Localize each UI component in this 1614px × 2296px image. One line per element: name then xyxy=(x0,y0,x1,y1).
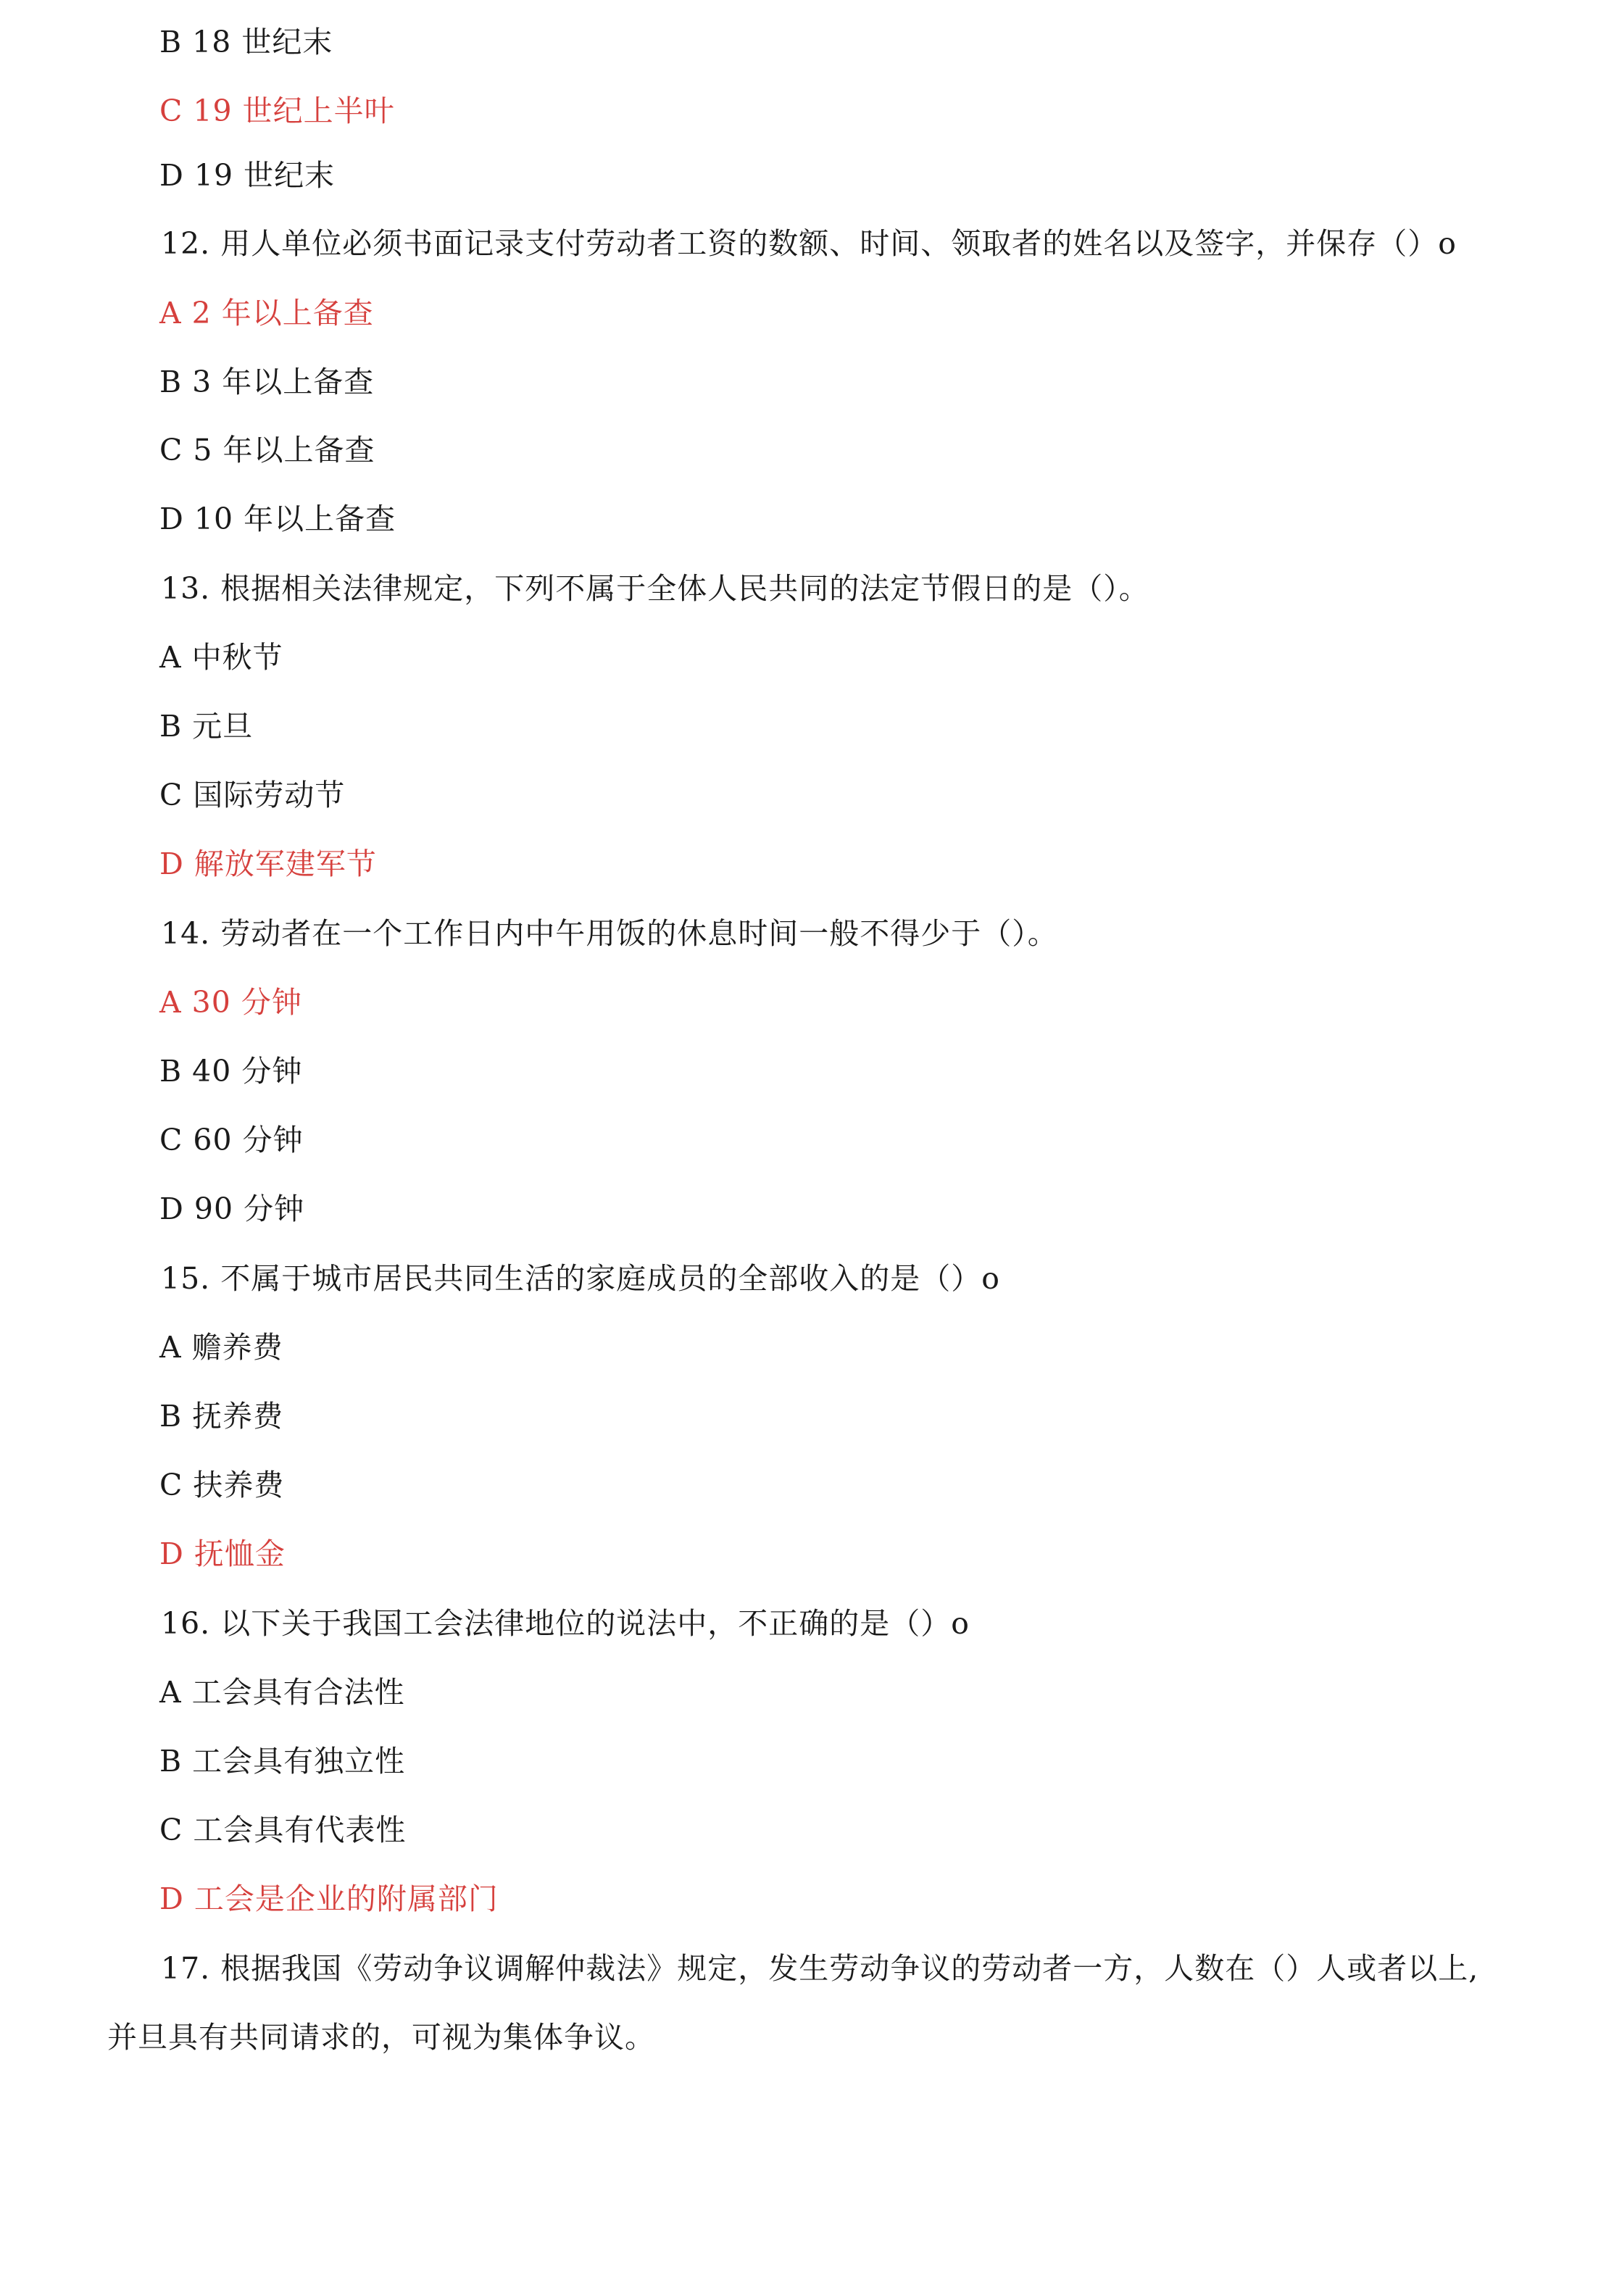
option-16b: B 工会具有独立性 xyxy=(159,1744,406,1779)
option-12d: D 10 年以上备查 xyxy=(159,502,396,536)
option-14c: C 60 分钟 xyxy=(159,1123,304,1157)
option-15b: B 抚养费 xyxy=(159,1399,284,1434)
option-15a: A 赡养费 xyxy=(159,1330,283,1365)
option-13d-answer: D 解放军建军节 xyxy=(159,847,377,881)
option-11b: B 18 世纪末 xyxy=(159,25,333,59)
question-12: 12. 用人单位必须书面记录支付劳动者工资的数额、时间、领取者的姓名以及签字，并保存（）o xyxy=(161,226,1457,261)
option-11d: D 19 世纪末 xyxy=(159,158,336,193)
option-14a-answer: A 30 分钟 xyxy=(159,985,302,1020)
option-16a: A 工会具有合法性 xyxy=(159,1675,405,1710)
question-15: 15. 不属于城市居民共同生活的家庭成员的全部收入的是（）o xyxy=(161,1261,1000,1296)
question-17: 17. 根据我国《劳动争议调解仲裁法》规定，发生劳动争议的劳动者一方，人数在（）人或者以上, xyxy=(161,1951,1479,1986)
option-15d-answer: D 抚恤金 xyxy=(159,1536,286,1571)
option-13c: C 国际劳动节 xyxy=(159,778,346,812)
option-13a: A 中秋节 xyxy=(159,640,283,675)
option-12a-answer: A 2 年以上备查 xyxy=(159,296,374,330)
option-16d-answer: D 工会是企业的附属部门 xyxy=(159,1881,499,1916)
question-13: 13. 根据相关法律规定，下列不属于全体人民共同的法定节假日的是（）。 xyxy=(161,571,1149,606)
option-14d: D 90 分钟 xyxy=(159,1191,305,1226)
option-16c: C 工会具有代表性 xyxy=(159,1813,407,1847)
option-12c: C 5 年以上备查 xyxy=(159,433,375,467)
question-17-continuation: 并旦具有共同请求的，可视为集体争议。 xyxy=(107,2020,655,2055)
option-13b: B 元旦 xyxy=(159,709,254,744)
option-14b: B 40 分钟 xyxy=(159,1054,303,1089)
option-15c: C 扶养费 xyxy=(159,1468,285,1502)
option-12b: B 3 年以上备查 xyxy=(159,365,375,399)
question-16: 16. 以下关于我国工会法律地位的说法中，不正确的是（）o xyxy=(161,1606,970,1641)
option-11c-answer: C 19 世纪上半叶 xyxy=(159,93,395,128)
question-14: 14. 劳动者在一个工作日内中午用饭的休息时间一般不得少于（）。 xyxy=(161,916,1058,951)
